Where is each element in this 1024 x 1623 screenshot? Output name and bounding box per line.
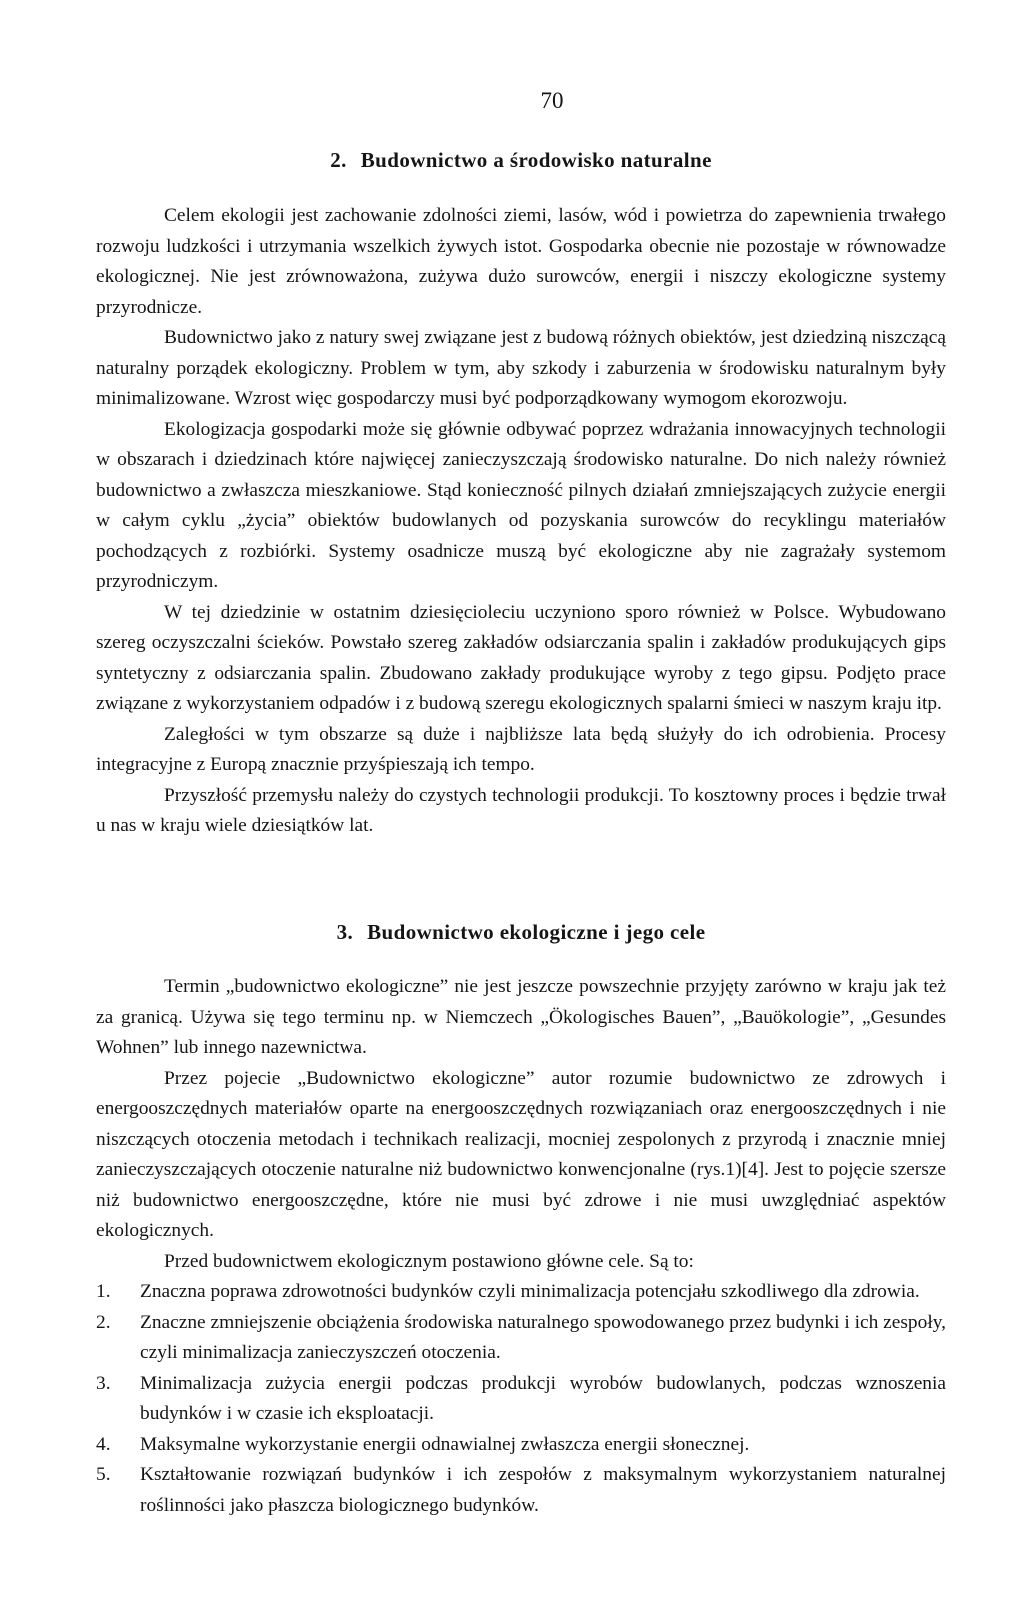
paragraph: W tej dziedzinie w ostatnim dziesięcioleciu uczyniono sporo również w Polsce. Wybudowano szereg oczyszczalni ścieków. Powstało szereg zakładów odsiarczania spalin i zakładów produkujących gips syntetyczny z odsiarczania spalin. Zbudowano zakłady produkujące wyroby z tego gipsu. Podjęto prace związane z wykorzystaniem odpadów i z budową szeregu ekologicznych spalarni śmieci w naszym kraju itp.: [96, 601, 946, 714]
paragraph: Budownictwo jako z natury swej związane jest z budową różnych obiektów, jest dziedziną niszczącą naturalny porządek ekologiczny. Problem w tym, aby szkody i zaburzenia w środowisku naturalnym były minimalizowane. Wzrost więc gospodarczy musi być podporządkowany wymogom ekorozwoju.: [96, 327, 946, 409]
section-title: Budownictwo ekologiczne i jego cele: [367, 920, 706, 944]
list-item-number: 4.: [96, 1433, 111, 1455]
section-3-body: [96, 972, 946, 1521]
list-item-text: Znaczne zmniejszenie obciążenia środowiska naturalnego spowodowanego przez budynki i ich zespoły, czyli minimalizacja zanieczyszczeń otoczenia.: [140, 1311, 946, 1363]
list-item-number: 3.: [96, 1372, 111, 1394]
paragraph: Ekologizacja gospodarki może się głównie odbywać poprzez wdrażania innowacyjnych technologii w obszarach i dziedzinach które najwięcej zanieczyszczają środowisko naturalne. Do nich należy również budownictwo a zwłaszcza mieszkaniowe. Stąd konieczność pilnych działań zmniejszających zużycie energii w całym cyklu „życia” obiektów budowlanych od pozyskania surowców do recyklingu materiałów pochodzących z rozbiórki. Systemy osadnicze muszą być ekologiczne aby nie zagrażały systemom przyrodniczym.: [96, 418, 946, 592]
section-heading: [96, 920, 946, 945]
section-heading: [96, 148, 946, 173]
list-item-number: 2.: [96, 1311, 111, 1333]
list-item: [96, 1277, 946, 1308]
list-item-text: Kształtowanie rozwiązań budynków i ich zespołów z maksymalnym wykorzystaniem naturalnej roślinności jako płaszcza biologicznego budynków.: [140, 1464, 946, 1516]
paragraph: Przyszłość przemysłu należy do czystych technologii produkcji. To kosztowny proces i będzie trwał u nas w kraju wiele dziesiątków lat.: [96, 784, 946, 836]
section-number: 3.: [336, 920, 354, 944]
list-item: [96, 1430, 946, 1461]
section-number: 2.: [330, 148, 347, 172]
section-2-body: [96, 201, 946, 842]
list-item: [96, 1460, 946, 1521]
paragraph: Termin „budownictwo ekologiczne” nie jest jeszcze powszechnie przyjęty zarówno w kraju jak też za granicą. Używa się tego terminu np. w Niemczech „Ökologisches Bauen”, „Bauökologie”, „Gesundes Wohnen” lub innego nazewnictwa.: [96, 976, 946, 1058]
page-number: 70: [540, 88, 564, 113]
list-item-text: Minimalizacja zużycia energii podczas produkcji wyrobów budowlanych, podczas wznoszenia budynków i w czasie ich eksploatacji.: [140, 1372, 946, 1424]
list-item: [96, 1369, 946, 1430]
section-title: Budownictwo a środowisko naturalne: [360, 148, 712, 172]
paragraph: Przed budownictwem ekologicznym postawiono główne cele. Są to:: [164, 1250, 694, 1272]
paragraph: Zaległości w tym obszarze są duże i najbliższe lata będą służyły do ich odrobienia. Procesy integracyjne z Europą znacznie przyśpieszają ich tempo.: [96, 723, 946, 775]
list-item: [96, 1308, 946, 1369]
section-2: [96, 148, 946, 173]
goals-list: [96, 1277, 946, 1521]
section-3: [96, 920, 946, 945]
list-item-number: 1.: [96, 1281, 111, 1302]
paragraph: Celem ekologii jest zachowanie zdolności ziemi, lasów, wód i powietrza do zapewnienia trwałego rozwoju ludzkości i utrzymania wszelkich żywych istot. Gospodarka obecnie nie pozostaje w równowadze ekologicznej. Nie jest zrównoważona, zużywa dużo surowców, energii i niszczy ekologiczne systemy przyrodnicze.: [96, 205, 946, 318]
list-item-number: 5.: [96, 1464, 111, 1485]
list-item-text: Znaczna poprawa zdrowotności budynków czyli minimalizacja potencjału szkodliwego dla zdrowia.: [140, 1281, 920, 1302]
list-item-text: Maksymalne wykorzystanie energii odnawialnej zwłaszcza energii słonecznej.: [140, 1433, 750, 1455]
paragraph: Przez pojecie „Budownictwo ekologiczne” autor rozumie budownictwo ze zdrowych i energooszczędnych materiałów oparte na energooszczędnych rozwiązaniach oraz energooszczędnych i nie niszczących otoczenia metodach i technikach realizacji, mocniej zespolonych z przyrodą i znacznie mniej zanieczyszczających otoczenie naturalne niż budownictwo konwencjonalne (rys.1)[4]. Jest to pojęcie szersze niż budownictwo energooszczędne, które nie musi być zdrowe i nie musi uwzględniać aspektów ekologicznych.: [96, 1067, 946, 1241]
